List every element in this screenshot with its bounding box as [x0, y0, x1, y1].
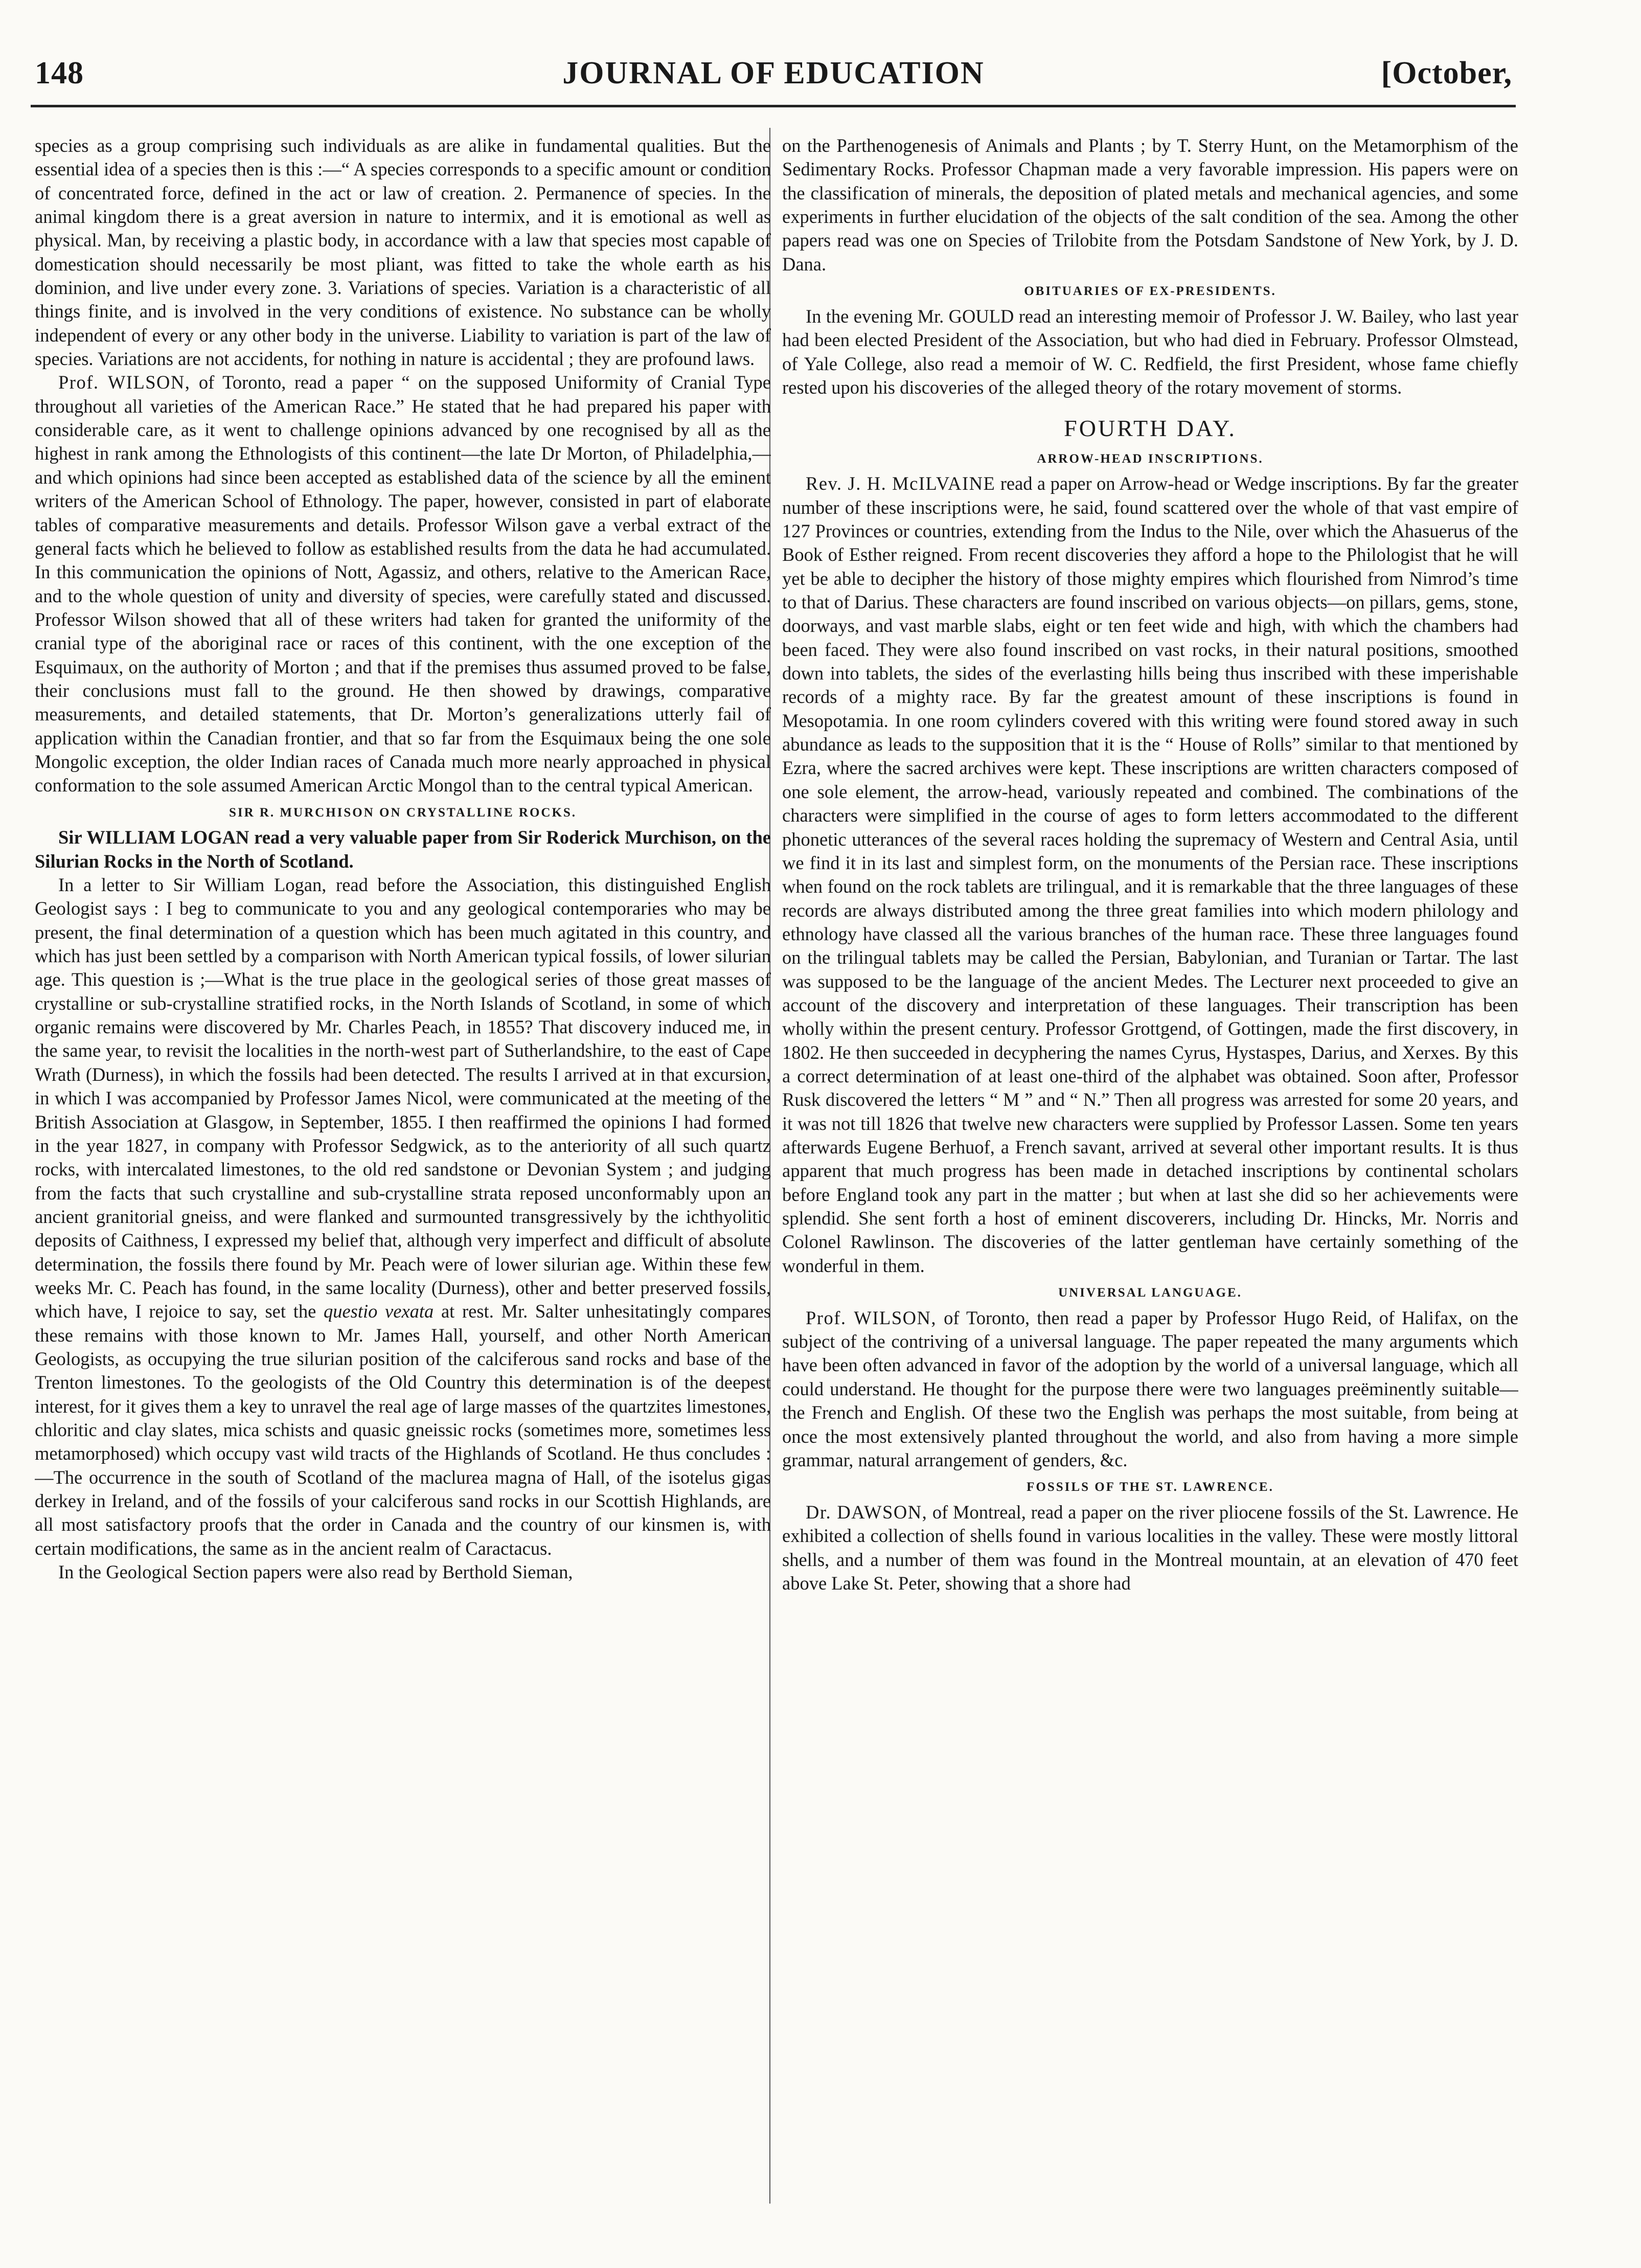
left-column [35, 134, 771, 2240]
section-heading-obituaries: OBITUARIES OF EX-PRESIDENTS. [1024, 284, 1277, 299]
speaker-name: Prof. WILSON, [58, 372, 191, 393]
speaker-name: Rev. J. H. McILVAINE [806, 473, 996, 494]
paragraph-species: species as a group comprising such individuals as are alike in fundamental qualities. But the essential idea of a species then is this :—“ A species corresponds to a specific amount or condition of concentrated force, defined in the act or law of creation. 2. Permanence of species. In the animal kingdom there is a great aversion in nature to intermix, and it is emotional as well as physical. Man, by receiving a plastic body, in accordance with a law that species most capable of domestication should necessarily be most pliant, was fitted to take the whole earth as his dominion, and live under every zone. 3. Variations of species. Variation is a characteristic of all things finite, and is involved in the very conditions of existence. No substance can be wholly independent of every or any other body in the universe. Liability to variation is part of the law of species. Variations are not accidents, for nothing in nature is accidental ; they are profound laws. [35, 135, 771, 370]
paragraph-text: of Montreal, read a paper on the river pliocene fossils of the St. Lawrence. He exhibited a collection of shells found in various localities in the valley. These were mostly littoral shells, and a number of them was found in the Montreal mountain, at an elevation of 470 feet above Lake St. Peter, showing that a shore had [782, 1501, 1518, 1594]
paragraph-murchison-letter [35, 873, 771, 1560]
page-number: 148 [35, 56, 84, 90]
paragraph-wilson-cranial [35, 371, 771, 797]
paragraph-geological-section: In the Geological Section papers were also read by Berthold Sieman, [58, 1561, 573, 1583]
running-head [35, 55, 1512, 96]
paragraph-logan-intro: Sir WILLIAM LOGAN read a very valuable paper from Sir Roderick Murchison, on the Silurian Rocks in the North of Scotland. [35, 827, 771, 872]
paragraph-text: of Toronto, then read a paper by Professor Hugo Reid, of Halifax, on the subject of the contriving of a universal language. The paper repeated the many arguments which have been often advanced in favor of the adoption by the world of a universal language, which all could understand. He thought for the purpose there were two languages preëminently suitable—the French and English. Of these two the English was perhaps the most suitable, from being at once the most extensively planted throughout the world, and also from having a more simple grammar, natural arrangement of genders, &c. [782, 1307, 1518, 1470]
paragraph-arrow-head [782, 472, 1518, 1278]
paragraph-fossils [782, 1501, 1518, 1595]
section-heading-murchison: SIR R. MURCHISON ON CRYSTALLINE ROCKS. [229, 805, 577, 820]
speaker-name: Dr. DAWSON, [806, 1501, 928, 1523]
header-rule [31, 105, 1516, 107]
journal-title: JOURNAL OF EDUCATION [562, 56, 985, 90]
paragraph-text: at rest. Mr. Salter unhesitatingly compares these remains with those known to Mr. James Hall, yourself, and other North American Geologists, as occupying the true silurian position of the calciferous sand rocks and base of the Trenton limestones. To the geologists of the Old Country this determination is of the deepest interest, for it gives them a key to unravel the real age of large masses of the quartzites limestones, chloritic and clay slates, mica schists and quasic gneissic rocks (sometimes more, sometimes less metamorphosed) which occupy vast wild tracts of the Highlands of Scotland. He thus concludes :—The occurrence in the south of Scotland of the maclurea magna of Hall, of the isotelus gigas derkey in Ireland, and of the fossils of your calciferous sand rocks in our Scottish Highlands, are all most satisfactory proofs that the order in Canada and the country of our kinsmen is, with certain modifications, the same as in the ancient realm of Caractacus. [35, 1301, 771, 1559]
paragraph-text: read a paper on Arrow-head or Wedge inscriptions. By far the greater number of these inscriptions were, he said, found scattered over the whole of that vast empire of 127 Provinces or countries, extending from the Indus to the Nile, over which the Ahasuerus of the Book of Esther reigned. From recent discoveries they afford a hope to the Philologist that he will yet be able to decipher the history of those mighty empires which flourished from Nimrod’s time to that of Darius. These characters are found inscribed on various objects—on pillars, gems, stone, doorways, and vast marble slabs, eight or ten feet wide and high, with which the chambers had been faced. They were also found inscribed on vast rocks, in their natural positions, smoothed down into tablets, the sides of the everlasting hills being thus inscribed with these imperishable records of a mighty race. By far the greatest amount of these inscriptions is found in Mesopotamia. In one room cylinders covered with this writing were found stored away in such abundance as leads to the supposition that it is the “ House of Rolls” similar to that mentioned by Ezra, where the sacred archives were kept. These inscriptions are written characters composed of one sole element, the arrow-head, variously repeated and combined. The combinations of the characters were simplified in the course of ages to form letters accommodated to the different phonetic utterances of the several races holding the supremacy of Western and Central Asia, until we find it in its last and simplest form, on the monuments of the Persian race. These inscriptions when found on the rock tablets are trilingual, and it is remarkable that the three languages of these records are always distributed among the three great families into which modern philology and ethnology have classed all the various branches of the human race. These three languages found on the trilingual tablets may be called the Persian, Babylonian, and Turanian or Tartar. The last was supposed to be the language of the ancient Medes. The Lecturer next proceeded to give an account of the discovery and interpretation of these languages. Their transcription has been wholly within the present century. Professor Grottgend, of Gottingen, made the first discovery, in 1802. He then succeeded in decyphering the names Cyrus, Hystaspes, Darius, and Xerxes. By this a correct determination of at least one-third of the alphabet was obtained. Soon after, Professor Rusk discovered the letters “ M ” and “ N.” Then all progress was arrested for some 20 years, and it was not till 1826 that twelve new characters were supplied by Professor Lassen. Some ten years afterwards Eugene Berhuof, a French savant, arrived at several other important results. It is thus apparent that much progress has been made in detached inscriptions by continental scholars before England took any part in the matter ; but when at last she did so her achievements were splendid. She sent forth a host of eminent discoverers, including Dr. Hincks, Mr. Norris and Colonel Rawlinson. The discoveries of the latter gentleman have certainly something of the wonderful in them. [782, 473, 1518, 1276]
section-heading-arrow-head: ARROW-HEAD INSCRIPTIONS. [1037, 451, 1264, 466]
right-column [782, 134, 1518, 2240]
section-title-fourth-day: FOURTH DAY. [1064, 415, 1237, 442]
paragraph-parthenogenesis: on the Parthenogenesis of Animals and Plants ; by T. Sterry Hunt, on the Metamorphism of the Sedimentary Rocks. Professor Chapman made a very favorable impression. His papers were on the classification of minerals, the deposition of plated metals and mechanical agencies, and some experiments in further elucidation of the objects of the salt condition of the sea. Among the other papers read was one on Species of Trilobite from the Potsdam Sandstone of New York, by J. D. Dana. [782, 135, 1518, 275]
section-heading-fossils: FOSSILS OF THE ST. LAWRENCE. [1027, 1480, 1274, 1494]
paragraph-gould-memoir: In the evening Mr. GOULD read an interesting memoir of Professor J. W. Bailey, who last year had been elected President of the Association, but who had died in February. Professor Olmstead, of Yale College, also read a memoir of W. C. Redfield, the first President, whose fame chiefly rested upon his discoveries of the alleged theory of the rotary movement of storms. [782, 305, 1518, 398]
paragraph-text: of Toronto, read a paper “ on the supposed Uniformity of Cranial Type throughout all varieties of the American Race.” He stated that he had prepared his paper with considerable care, as it went to challenge opinions advanced by one recognised by all as the highest in rank among the Ethnologists of this continent—the late Dr Morton, of Philadelphia,—and which opinions had since been accepted as established data of the science by all the eminent writers of the American School of Ethnology. The paper, however, consisted in part of elaborate tables of comparative measurements and details. Professor Wilson gave a verbal extract of the general facts which he believed to follow as established results from the data he had accumulated. In this communication the opinions of Nott, Agassiz, and others, relative to the American Race, and to the whole question of unity and diversity of species, were carefully stated and discussed. Professor Wilson showed that all of these writers had taken for granted the uniformity of the cranial type of the aboriginal race or races of this continent, with the one exception of the Esquimaux, on the authority of Morton ; and that if the premises thus assumed proved to be false, their conclusions must fall to the ground. He then showed by drawings, comparative measurements, and detailed statements, that Dr. Morton’s generalizations utterly fail of application within the Canadian frontier, and that so far from the Esquimaux being the one sole Mongolic exception, the older Indian races of Canada much more nearly approached in physical conformation to the sole assumed American Arctic Mongol than to the central typical American. [35, 372, 771, 796]
paragraph-universal-language [782, 1306, 1518, 1472]
issue-month: [October, [1381, 56, 1512, 90]
italic-phrase: questio vexata [323, 1301, 434, 1322]
section-heading-universal-language: UNIVERSAL LANGUAGE. [1058, 1286, 1242, 1300]
paragraph-text: In a letter to Sir William Logan, read before the Association, this distinguished English Geologist says : I beg to communicate to you and any geological contemporaries who may be present, the final determination of a question which has been much agitated in this country, and which has just been settled by a comparison with North American typical fossils, of lower silurian age. This question is ;—What is the true place in the geological series of those great masses of crystalline or sub-crystalline stratified rocks, in the North Islands of Scotland, in some of which organic remains were discovered by Mr. Charles Peach, in 1855? That discovery induced me, in the same year, to revisit the localities in the north-west part of Sutherlandshire, to the east of Cape Wrath (Durness), in which the fossils had been detected. The results I arrived at in that excursion, in which I was accompanied by Professor James Nicol, were communicated at the meeting of the British Association at Glasgow, in September, 1855. I then reaffirmed the opinions I had formed in the year 1827, in company with Professor Sedgwick, as to the anteriority of all such quartz rocks, with intercalated limestones, to the old red sandstone or Devonian System ; and judging from the facts that such crystalline and sub-crystalline strata reposed unconformably upon an ancient granitorial gneiss, and were flanked and surmounted transgressively by the ichthyolitic deposits of Caithness, I expressed my belief that, although very imperfect and difficult of absolute determination, the fossils there found by Mr. Peach were of lower silurian age. Within these few weeks Mr. C. Peach has found, in the same locality (Durness), other and better preserved fossils, which have, I rejoice to say, set the [35, 874, 771, 1322]
speaker-name: Prof. WILSON, [806, 1307, 937, 1328]
